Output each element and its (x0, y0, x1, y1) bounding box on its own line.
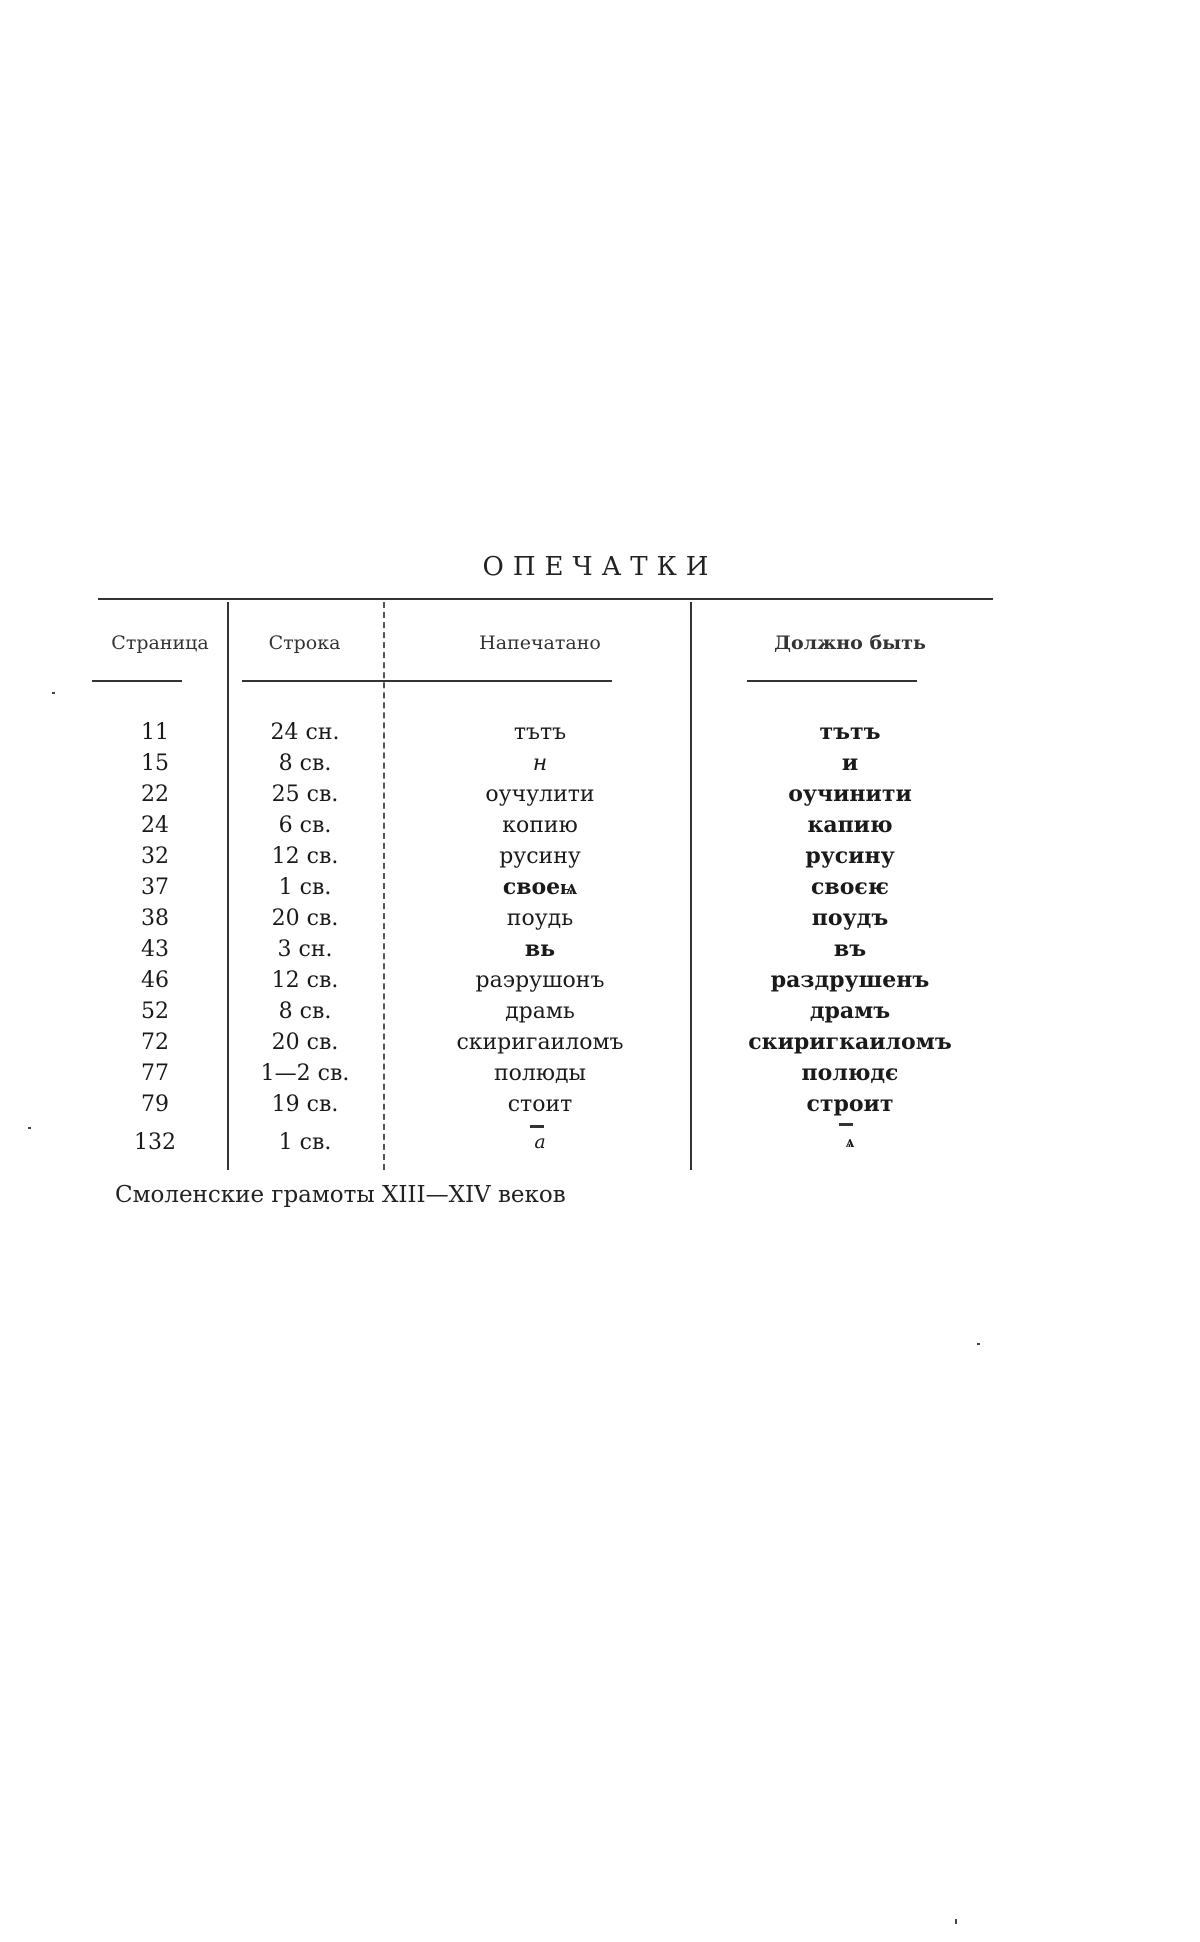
cell-correct: капию (807, 812, 893, 838)
cell-printed: скиригаиломъ (456, 1030, 624, 1055)
cell-correct: драмъ (809, 998, 891, 1024)
table-row (0, 872, 1200, 903)
table-row (0, 717, 1200, 748)
cell-correct: тътъ (819, 719, 881, 745)
cell-line: 3 сн. (277, 937, 333, 962)
header-rule-right (747, 680, 917, 682)
cell-printed: копию (502, 813, 578, 838)
cell-page: 15 (141, 751, 169, 776)
cell-line: 1 св. (278, 875, 332, 900)
cell-printed: тътъ (513, 720, 567, 745)
cell-page: 46 (141, 968, 169, 993)
cell-line: 1 св. (278, 1130, 332, 1155)
cell-line: 19 св. (271, 1092, 339, 1117)
page-title: ОПЕЧАТКИ (482, 552, 718, 582)
header-line: Строка (268, 632, 341, 654)
cell-correct: поудъ (811, 905, 889, 931)
titlo-mark (530, 1125, 544, 1128)
table-row (0, 841, 1200, 872)
header-printed: Напечатано (479, 632, 601, 654)
cell-correct: полюдє (801, 1060, 899, 1086)
cell-correct: строит (806, 1091, 894, 1117)
cell-page: 43 (141, 937, 169, 962)
table-row (0, 903, 1200, 934)
cell-correct: скиригкаиломъ (748, 1029, 952, 1055)
header-correct: Должно быть (774, 632, 926, 654)
cell-printed: поудь (506, 906, 574, 931)
cell-printed: русину (499, 844, 581, 869)
scan-speck (977, 1343, 980, 1345)
header-page: Страница (111, 632, 209, 654)
cell-page: 22 (141, 782, 169, 807)
cell-line: 24 сн. (270, 720, 340, 745)
cell-printed: драмь (505, 999, 575, 1024)
header-rule-mid (242, 680, 612, 682)
cell-page: 79 (141, 1092, 169, 1117)
cell-correct: и (841, 750, 859, 776)
table-row (0, 810, 1200, 841)
cell-line: 20 св. (271, 1030, 339, 1055)
cell-page: 132 (134, 1130, 176, 1155)
table-top-rule (98, 598, 993, 600)
cell-printed: стоит (507, 1092, 573, 1117)
cell-line: 1—2 св. (260, 1061, 350, 1086)
table-row (0, 965, 1200, 996)
cell-printed: оучулити (485, 782, 595, 807)
cell-printed: раэрушонъ (475, 968, 605, 993)
table-row (0, 934, 1200, 965)
cell-page: 24 (141, 813, 169, 838)
cell-line: 25 св. (271, 782, 339, 807)
footer-source: Смоленские грамоты XIII—XIV веков (115, 1182, 566, 1208)
table-row (0, 1127, 1200, 1158)
cell-page: 32 (141, 844, 169, 869)
cell-line: 8 св. (278, 751, 332, 776)
cell-page: 72 (141, 1030, 169, 1055)
scan-speck (28, 1127, 31, 1129)
table-row (0, 1089, 1200, 1120)
table-row (0, 1027, 1200, 1058)
cell-printed: а (534, 1131, 546, 1153)
cell-page: 37 (141, 875, 169, 900)
cell-correct: русину (805, 843, 895, 869)
cell-line: 12 св. (271, 844, 339, 869)
header-rule-left (92, 680, 182, 682)
table-row (0, 748, 1200, 779)
cell-printed: вь (524, 936, 556, 962)
cell-line: 8 св. (278, 999, 332, 1024)
cell-page: 38 (141, 906, 169, 931)
cell-page: 52 (141, 999, 169, 1024)
cell-correct: въ (833, 936, 867, 962)
table-row (0, 1058, 1200, 1089)
scan-speck (52, 692, 55, 694)
cell-line: 6 св. (278, 813, 332, 838)
cell-printed: своеѩ (502, 874, 578, 900)
table-row (0, 779, 1200, 810)
cell-correct: ѧ (845, 1132, 855, 1152)
cell-correct: своєѥ (811, 874, 889, 900)
scan-speck (955, 1919, 957, 1924)
cell-correct: оучинити (788, 781, 912, 807)
cell-page: 11 (141, 720, 169, 745)
cell-page: 77 (141, 1061, 169, 1086)
cell-line: 20 св. (271, 906, 339, 931)
titlo-mark (839, 1123, 853, 1126)
cell-correct: раздрушенъ (770, 967, 930, 993)
cell-printed: н (532, 751, 548, 776)
table-row (0, 996, 1200, 1027)
cell-line: 12 св. (271, 968, 339, 993)
cell-printed: полюды (493, 1061, 587, 1086)
